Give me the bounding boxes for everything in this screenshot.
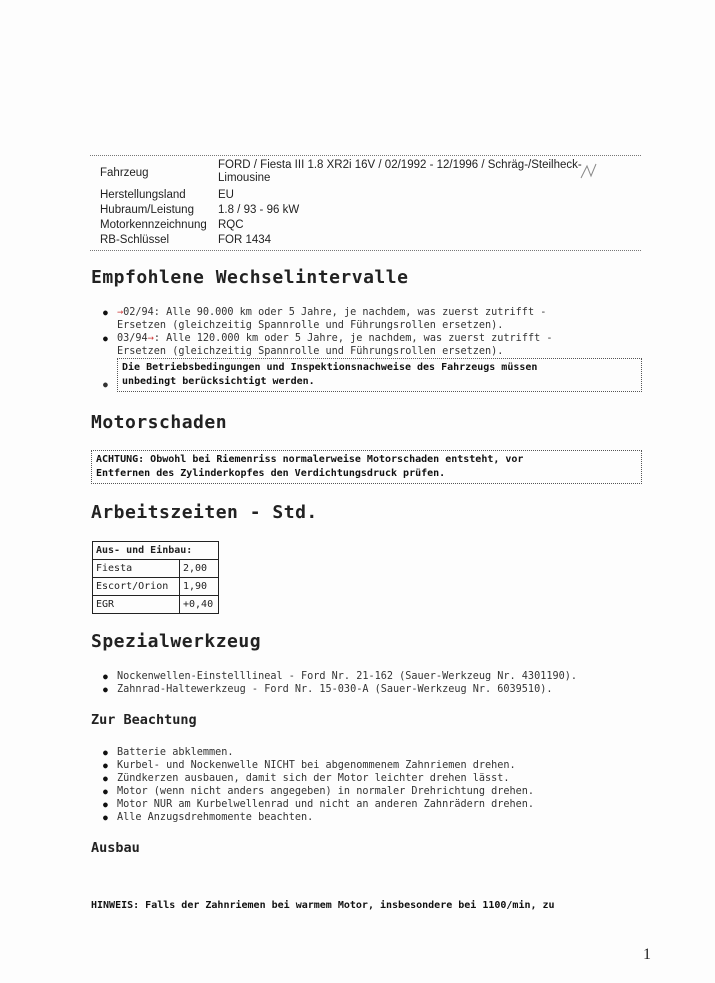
interval-item-2-line2: Ersetzen (gleichzeitig Spannrolle und Führungsrollen ersetzen). — [117, 346, 504, 357]
section-heading-removal: Ausbau — [91, 840, 140, 856]
interval-note-line1: Die Betriebsbedingungen und Inspektionsnachweise des Fahrzeugs müssen — [122, 362, 538, 373]
bullet-icon: ● — [103, 308, 108, 317]
info-label-displacement: Hubraum/Leistung — [100, 204, 194, 216]
table-row — [93, 596, 219, 614]
section-heading-work-times: Arbeitszeiten - Std. — [91, 502, 318, 523]
list-item: ● Kurbel- und Nockenwelle NICHT bei abgenommenem Zahnriemen drehen. — [103, 759, 663, 772]
info-value-country: EU — [218, 189, 234, 201]
bullet-icon: ● — [103, 380, 108, 389]
engine-damage-note-line1: ACHTUNG: Obwohl bei Riemenriss normalerweise Motorschaden entsteht, vor — [96, 454, 524, 465]
info-value-engine-code: RQC — [218, 219, 244, 231]
interval-item-2-date: 03/94 — [117, 333, 148, 344]
table-row — [93, 560, 219, 578]
arrow-icon: → — [147, 333, 154, 344]
info-label-vehicle: Fahrzeug — [100, 167, 149, 179]
notes-list — [103, 746, 663, 824]
work-times-label: Escort/Orion — [93, 578, 180, 596]
info-label-engine-code: Motorkennzeichnung — [100, 219, 207, 231]
info-label-country: Herstellungsland — [100, 189, 186, 201]
interval-item-1-line1: 02/94: Alle 90.000 km oder 5 Jahre, je nachdem, was zuerst zutrifft - — [123, 307, 547, 318]
section-heading-engine-damage: Motorschaden — [91, 412, 228, 433]
list-item: ● Batterie abklemmen. — [103, 746, 663, 759]
section-heading-notes: Zur Beachtung — [91, 712, 197, 728]
engine-damage-note-box — [91, 450, 642, 484]
engine-damage-note-line2: Entfernen des Zylinderkopfes den Verdichtungsdruck prüfen. — [96, 467, 446, 479]
list-item: ● Zahnrad-Haltewerkzeug - Ford Nr. 15-030-A (Sauer-Werkzeug Nr. 6039510). — [103, 683, 663, 696]
list-item: ● Zündkerzen ausbauen, damit sich der Motor leichter drehen lässt. — [103, 772, 663, 785]
work-times-label: Fiesta — [93, 560, 180, 578]
section-heading-intervals: Empfohlene Wechselintervalle — [91, 267, 409, 288]
list-item: ● Nockenwellen-Einstelllineal - Ford Nr. 21-162 (Sauer-Werkzeug Nr. 4301190). — [103, 670, 663, 683]
info-value-rb-key: FOR 1434 — [218, 234, 272, 246]
info-label-rb-key: RB-Schlüssel — [100, 234, 170, 246]
info-bottom-rule — [90, 250, 641, 251]
interval-note-line2: unbedingt berücksichtigt werden. — [122, 375, 315, 387]
interval-item-2-line1: : Alle 120.000 km oder 5 Jahre, je nachdem, was zuerst zutrifft - — [153, 333, 553, 344]
work-times-label: EGR — [93, 596, 180, 614]
table-row — [93, 578, 219, 596]
interval-item-2 — [103, 332, 643, 358]
arrow-icon: → — [117, 307, 124, 318]
pen-mark — [578, 160, 602, 182]
info-top-rule — [90, 155, 641, 156]
info-value-vehicle: FORD / Fiesta III 1.8 XR2i 16V / 02/1992 - 12/1996 / Schräg-/Steilheck- — [218, 159, 582, 171]
bullet-icon: ● — [103, 334, 108, 343]
page-number: 1 — [643, 946, 651, 963]
interval-note-box — [117, 358, 642, 392]
removal-hint: HINWEIS: Falls der Zahnriemen bei warmem Motor, insbesondere bei 1100/min, zu — [91, 900, 555, 911]
work-times-value: +0,40 — [180, 596, 219, 614]
work-times-value: 1,90 — [180, 578, 219, 596]
table-row — [93, 542, 219, 560]
special-tools-list — [103, 670, 663, 696]
interval-list — [103, 306, 643, 358]
work-times-table — [92, 541, 219, 614]
list-item: ● Alle Anzugsdrehmomente beachten. — [103, 811, 663, 824]
interval-item-1 — [103, 306, 643, 332]
work-times-value: 2,00 — [180, 560, 219, 578]
section-heading-special-tools: Spezialwerkzeug — [91, 631, 262, 652]
list-item: ● Motor (wenn nicht anders angegeben) in normaler Drehrichtung drehen. — [103, 785, 663, 798]
info-value-vehicle-line2: Limousine — [218, 172, 271, 184]
interval-item-1-line2: Ersetzen (gleichzeitig Spannrolle und Führungsrollen ersetzen). — [117, 320, 504, 331]
list-item: ● Motor NUR am Kurbelwellenrad und nicht an anderen Zahnrädern drehen. — [103, 798, 663, 811]
info-value-displacement: 1.8 / 93 - 96 kW — [218, 204, 300, 216]
work-times-table-header: Aus- und Einbau: — [93, 542, 219, 560]
